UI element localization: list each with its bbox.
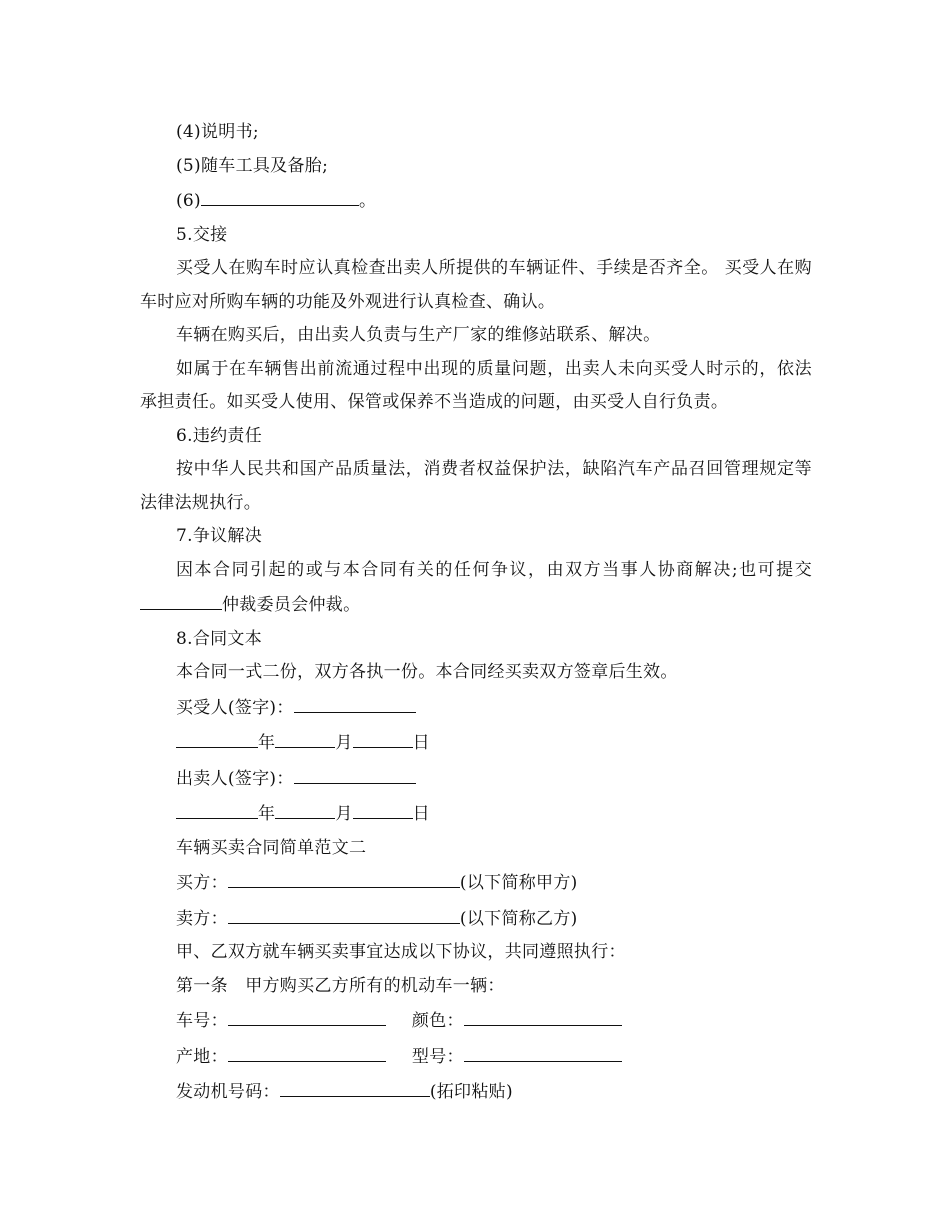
- agreement-line: 甲、乙双方就车辆买卖事宜达成以下协议，共同遵照执行：: [176, 942, 626, 962]
- blank-field: [353, 796, 413, 819]
- seller-date-line: [140, 796, 812, 832]
- blank-field: [464, 1039, 622, 1062]
- blank-field: [353, 725, 413, 748]
- section-title-text: 8.合同文本: [176, 628, 263, 649]
- blank-field: [228, 1039, 386, 1062]
- paragraph-dispute-end: 仲裁委员会仲裁。: [222, 595, 361, 615]
- seller-party-abbr: (以下简称乙方): [459, 908, 578, 929]
- buyer-date-line: [140, 725, 812, 761]
- list-item-other: [140, 183, 812, 219]
- paragraph-maintenance: 车辆在购买后，由出卖人负责与生产厂家的维修站联系、解决。: [176, 325, 661, 345]
- buyer-party-abbr: (以下简称甲方): [459, 873, 578, 893]
- plate-label: 车号：: [176, 1011, 228, 1031]
- blank-field: [176, 725, 258, 748]
- seller-signature-label: 出卖人(签字)：: [176, 768, 294, 789]
- color-label: 颜色：: [411, 1011, 464, 1031]
- plate-color-line: [140, 1003, 812, 1039]
- blank-field: [228, 901, 460, 924]
- date-year-label: 年: [258, 733, 276, 753]
- date-day-label: 日: [412, 804, 430, 824]
- blank-field: [294, 761, 416, 784]
- paragraph-quality: 如属于在车辆售出前流通过程中出现的质量问题，出卖人未向买受人时示的，依法承担责任。如买受人使用、保管或保养不当造成的问题，由买受人自行负责。: [140, 358, 812, 412]
- buyer-party-label: 买方：: [176, 873, 228, 893]
- buyer-signature-line: [140, 690, 812, 726]
- sample-two-title: 车辆买卖合同简单范文二: [176, 837, 367, 858]
- paragraph-copies: 本合同一式二份，双方各执一份。本合同经买卖双方签章后生效。: [176, 662, 678, 682]
- section-title-dispute: 7.争议解决: [176, 526, 263, 546]
- blank-field: [140, 587, 222, 610]
- blank-field: [228, 865, 460, 888]
- date-year-label: 年: [258, 804, 276, 824]
- buyer-party-line: [140, 865, 812, 901]
- engine-note: (拓印粘贴): [429, 1082, 513, 1102]
- paragraph-dispute-text: 因本合同引起的或与本合同有关的任何争议，由双方当事人协商解决;也可提交: [176, 559, 812, 580]
- blank-field: [464, 1003, 622, 1026]
- date-month-label: 月: [335, 804, 353, 824]
- blank-field: [275, 796, 335, 819]
- paragraph-inspection: 买受人在购车时应认真检查出卖人所提供的车辆证件、手续是否齐全。 买受人在购车时应对所购车辆的功能及外观进行认真检查、确认。: [140, 258, 812, 312]
- list-item-other-number: (6): [176, 191, 201, 211]
- blank-field: [280, 1074, 430, 1097]
- document-body: [140, 116, 812, 1110]
- blank-field: [176, 796, 258, 819]
- paragraph-dispute: [140, 554, 812, 623]
- seller-signature-line: [140, 761, 812, 797]
- buyer-signature-label: 买受人(签字)：: [176, 697, 294, 718]
- date-month-label: 月: [335, 733, 353, 753]
- origin-model-line: [140, 1039, 812, 1075]
- blank-field: [294, 690, 416, 713]
- paragraph-liability: 按中华人民共和国产品质量法，消费者权益保护法，缺陷汽车产品召回管理规定等法律法规执行。: [140, 459, 812, 513]
- blank-field: [228, 1003, 386, 1026]
- section-title-handover: 5.交接: [176, 224, 228, 245]
- date-day-label: 日: [412, 733, 430, 753]
- blank-field: [201, 183, 359, 206]
- model-label: 型号：: [411, 1046, 464, 1067]
- engine-label: 发动机号码：: [176, 1082, 280, 1102]
- blank-field: [275, 725, 335, 748]
- origin-label: 产地：: [176, 1046, 228, 1067]
- section-title-liability: 6.违约责任: [176, 425, 263, 446]
- article-one-line: 第一条 甲方购买乙方所有的机动车一辆：: [176, 975, 505, 996]
- seller-party-label: 卖方：: [176, 908, 228, 929]
- list-item-other-end: 。: [358, 191, 377, 211]
- list-item-tools: (5)随车工具及备胎;: [176, 155, 329, 176]
- engine-number-line: [140, 1074, 812, 1110]
- seller-party-line: [140, 901, 812, 937]
- list-item-manual: (4)说明书;: [176, 122, 259, 142]
